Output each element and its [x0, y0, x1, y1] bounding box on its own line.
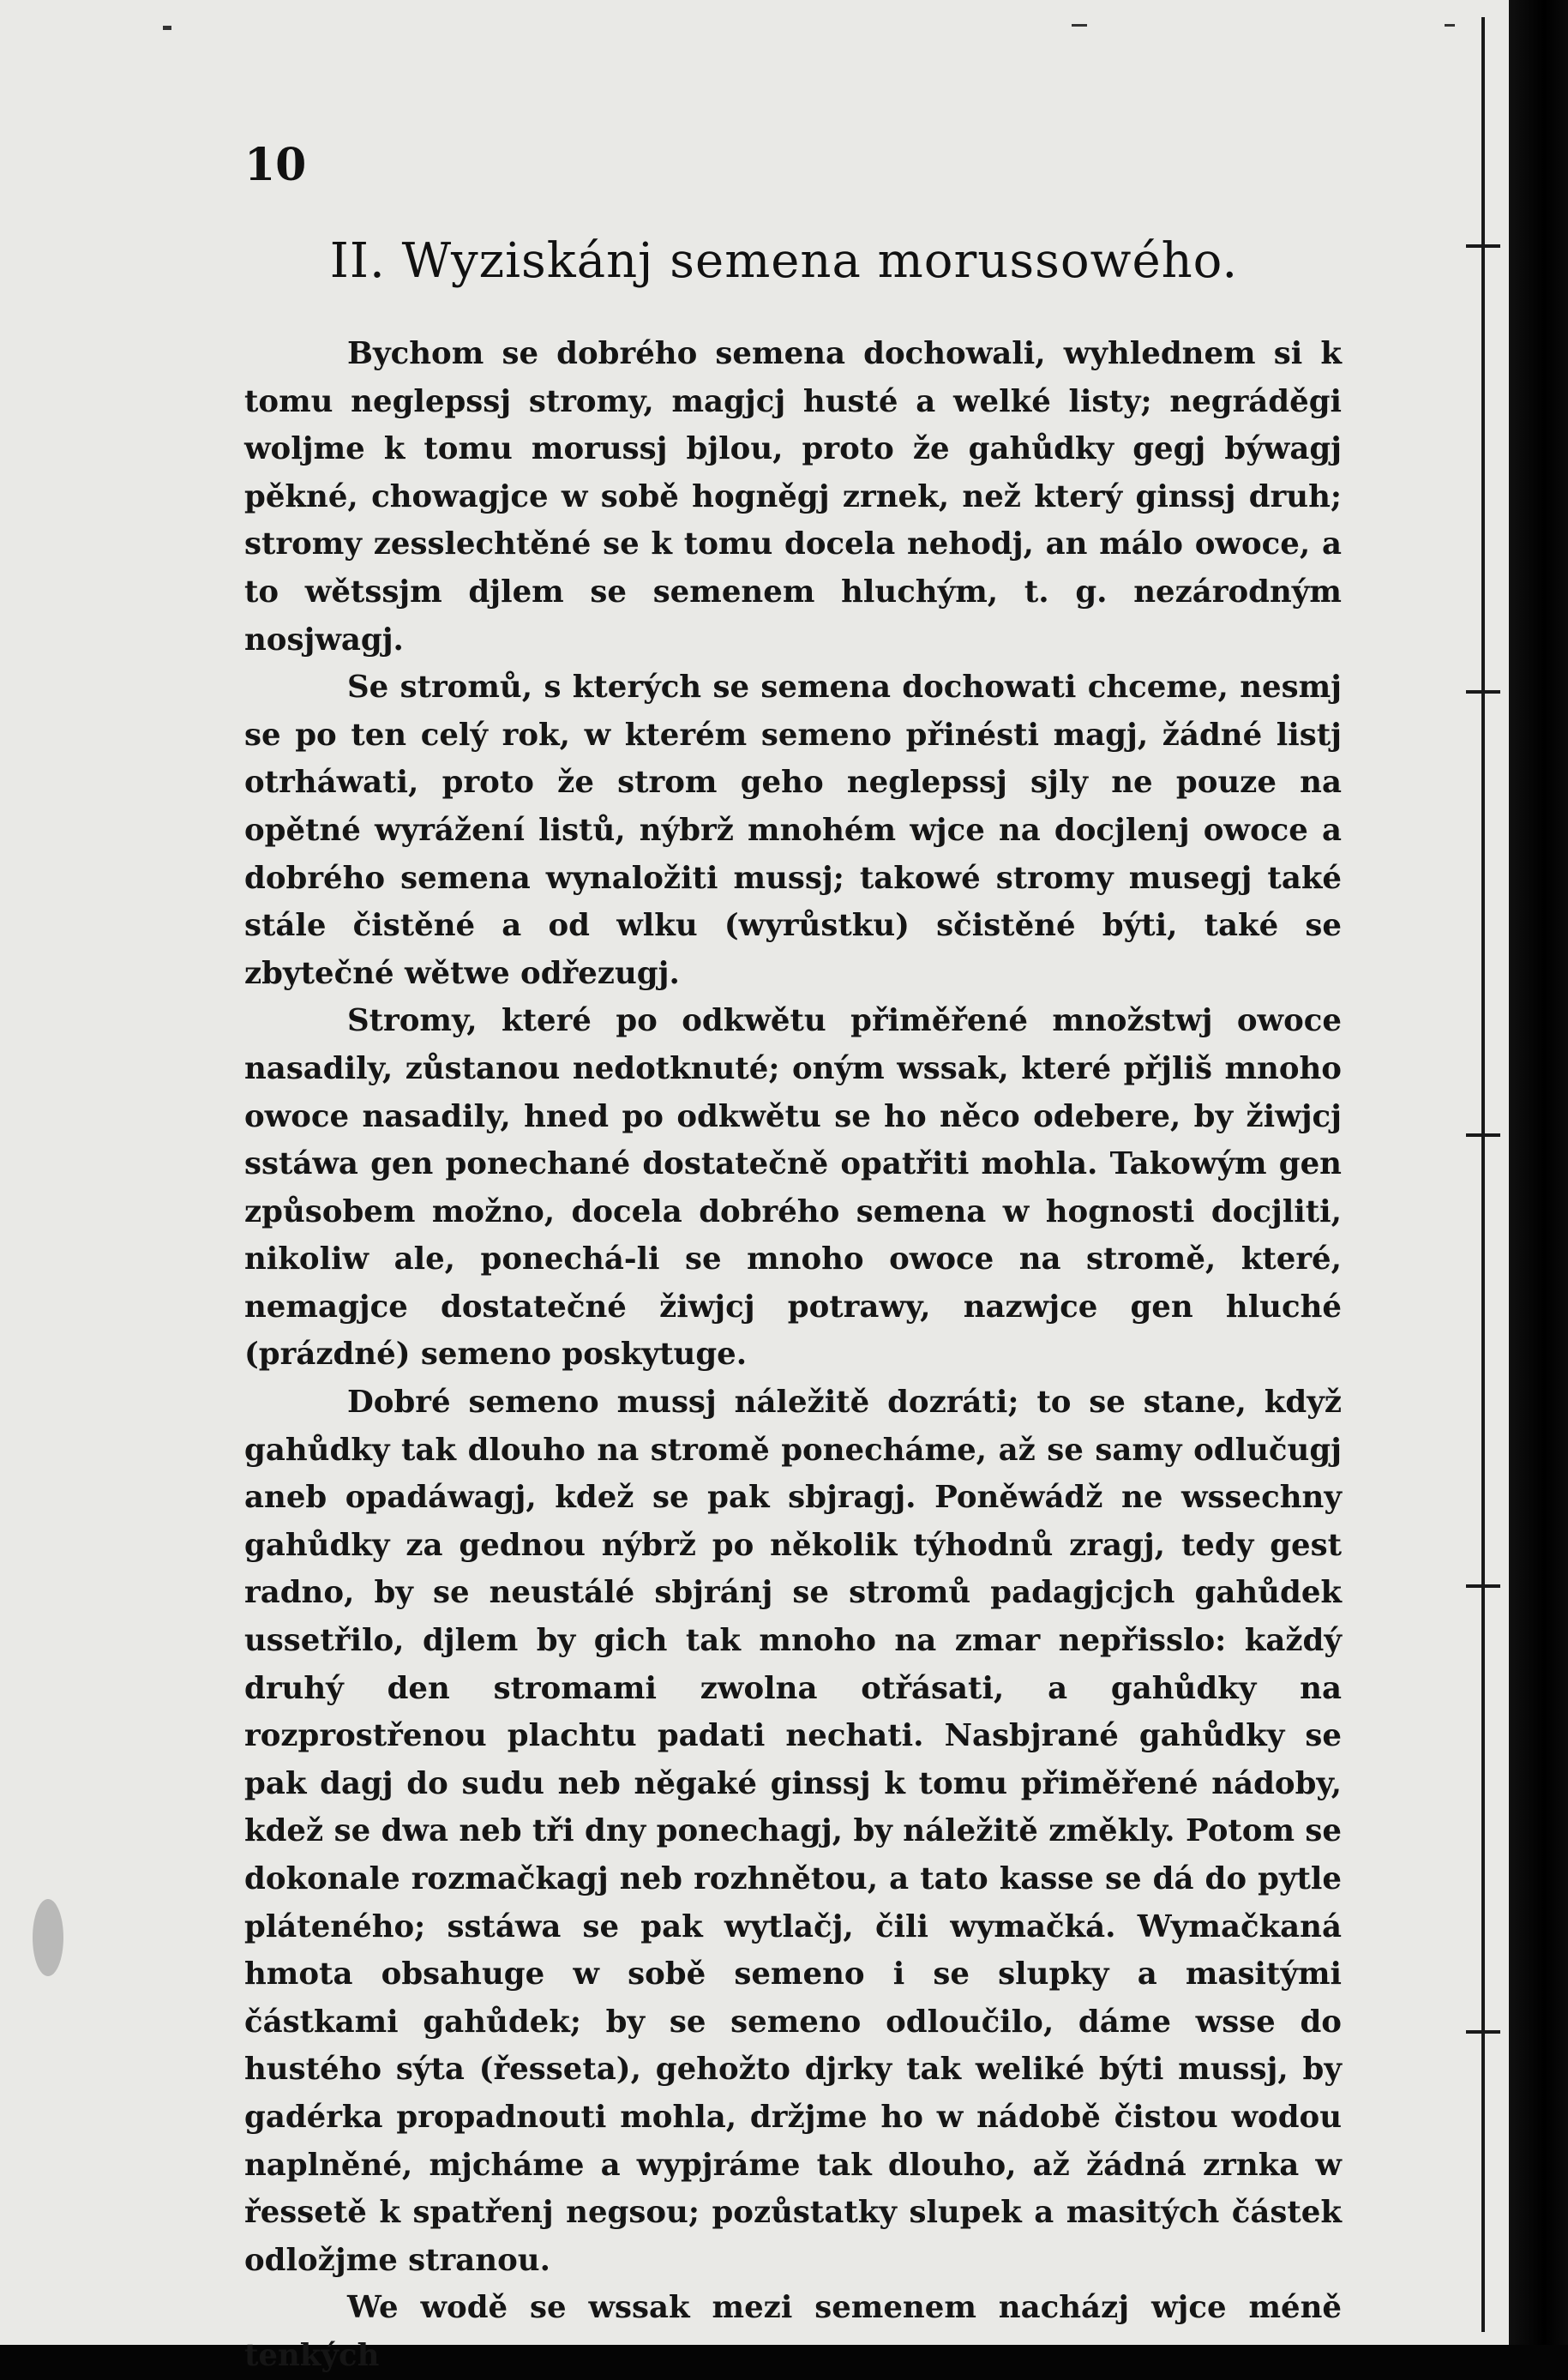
paragraph-4: Dobré semeno mussj náležitě dozráti; to se stane, když gahůdky tak dlouho na stromě ponecháme, až se samy odlučugj aneb opadáwagj, kdež se pak sbjragj. Poněwádž ne wssechny gahůdky za gednou nýbrž po několik týhodnů zragj, tedy gest radno, by se neustálé sbjránj se stromů padagjcjch gahůdek ussetřilo, djlem by gich tak mnoho na zmar nepřisslo: každý druhý den stromami zwolna otřásati, a gahůdky na rozprostřenou plachtu padati nechati. Nasbjrané gahůdky se pak dagj do sudu neb něgaké ginssj k tomu přiměřené nádoby, kdež se dwa neb tři dny ponechagj, by náležitě změkly. Potom se dokonale rozmačkagj neb rozhnětou, a tato kasse se dá do pytle pláteného; sstáwa se pak wytlačj, čili wymačká. Wymačkaná hmota obsahuge w sobě semeno i se slupky a masitými částkami gahůdek; by se semeno odloučilo, dáme wsse do hustého sýta (řesseta), gehožto djrky tak weliké býti mussj, by gadérka propadnouti mohla, držjme ho w nádobě čistou wodou naplněné, mjcháme a wypjráme tak dlouho, až žádná zrnka w řessetě k spatřenj negsou; pozůstatky slupek a masitých částek odložjme stranou.: [244, 1385, 1342, 2278]
chapter-title: II. Wyziskánj semena morussowého.: [329, 233, 1239, 289]
paragraph-3: Stromy, které po odkwětu přiměřené množstwj owoce nasadily, zůstanou nedotknuté; oným wssak, které přjliš mnoho owoce nasadily, hned po odkwětu se ho něco odebere, by žiwjcj sstáwa gen ponechané dostatečně opatřiti mohla. Takowým gen způsobem možno, docela dobrého semena w hognosti docjliti, nikoliw ale, ponechá-li se mnoho owoce na stromě, které, nemagjce dostatečné žiwjcj potrawy, nazwjce gen hluché (prázdné) semeno poskytuge.: [244, 1003, 1342, 1373]
page-number: 10: [244, 139, 307, 191]
binding-stitch: [1466, 1584, 1500, 1588]
book-binding-edge: [1509, 0, 1568, 2345]
paragraph-1: Bychom se dobrého semena dochowali, wyhlednem si k tomu neglepssj stromy, magjcj husté a welké listy; negráděgi woljme k tomu morussj bjlou, proto že gahůdky gegj býwagj pěkné, chowagjce w sobě hogněgj zrnek, než který ginssj druh; stromy zesslechtěné se k tomu docela nehodj, an málo owoce, a to wětssjm djlem se semenem hluchým, t. g. nezárodným nosjwagj.: [244, 336, 1342, 658]
binding-thread: [1481, 17, 1485, 2332]
ink-blot: [33, 1899, 63, 1976]
binding-stitch: [1466, 1133, 1500, 1137]
paragraph-2: Se stromů, s kterých se semena dochowati chceme, nesmj se po ten celý rok, w kterém semeno přinésti magj, žádné listj otrháwati, proto že strom geho neglepssj sjly ne pouze na opětné wyrážení listů, nýbrž mnohém wjce na docjlenj owoce a dobrého semena wynaložiti mussj; takowé stromy musegj také stále čistěné a od wlku (wyrůstku) sčistěné býti, také se zbytečné wětwe odřezugj.: [244, 670, 1342, 991]
body-text: [244, 330, 1342, 2380]
binding-stitch: [1466, 2030, 1500, 2034]
binding-stitch: [1466, 244, 1500, 248]
binding-stitch: [1466, 690, 1500, 694]
dust-speck: [1445, 24, 1455, 27]
dust-speck: [163, 26, 171, 30]
dust-speck: [1072, 24, 1087, 27]
paragraph-5: We wodě se wssak mezi semenem nacházj wjce méně tenkých: [244, 2290, 1342, 2373]
